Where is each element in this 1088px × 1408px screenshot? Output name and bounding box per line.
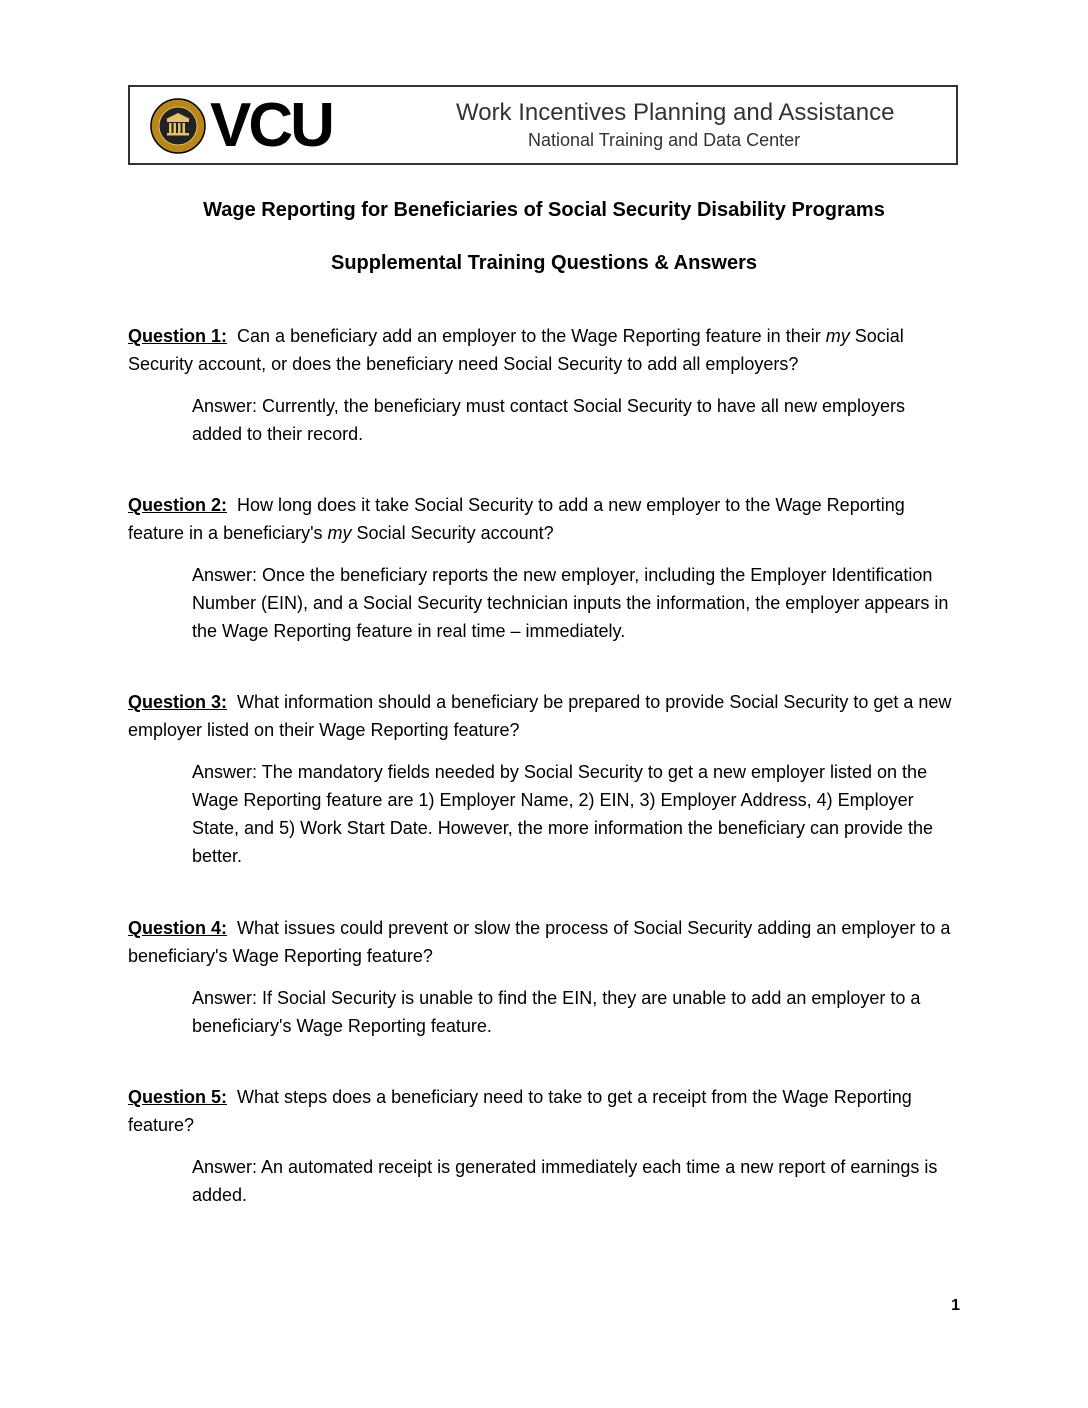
vcu-wordmark: VCU: [210, 91, 332, 160]
qa-item-2: [128, 491, 958, 645]
qa-item-3: [128, 688, 958, 870]
header-banner: [128, 85, 958, 165]
answer-1: Answer: Currently, the beneficiary must contact Social Security to have all new employers added to their record.: [192, 396, 905, 444]
question-label: Question 1:: [128, 326, 228, 346]
question-italic-text: my: [825, 326, 850, 346]
question-3: [128, 688, 958, 744]
answer-2: Answer: Once the beneficiary reports the new employer, including the Employer Identification Number (EIN), and a Social Security technician inputs the information, the employer appears in the Wage Reporting feature in real time – immediately.: [192, 565, 949, 641]
question-label: Question 2:: [128, 495, 228, 515]
question-label: Question 4:: [128, 918, 228, 938]
question-1: [128, 322, 958, 378]
qa-item-1: [128, 322, 958, 448]
question-4: [128, 914, 958, 970]
question-label: Question 5:: [128, 1087, 228, 1107]
header-title: Work Incentives Planning and Assistance: [456, 99, 895, 126]
document-subtitle: Supplemental Training Questions & Answers: [330, 252, 757, 274]
answer-3: Answer: The mandatory fields needed by Social Security to get a new employer listed on the Wage Reporting feature are 1) Employer Name, 2) EIN, 3) Employer Address, 4) Employer State, and 5) Work Start Date. However, the more information the beneficiary can provide the better.: [192, 762, 934, 866]
header-subtitle: National Training and Data Center: [528, 130, 801, 150]
question-text-end: Social Security account, or does the beneficiary need Social Security to add all employers?: [128, 326, 904, 374]
document-title: Wage Reporting for Beneficiaries of Social Security Disability Programs: [203, 199, 885, 221]
question-text-end: Social Security account?: [351, 523, 554, 543]
question-label: Question 3:: [128, 692, 228, 712]
question-text: How long does it take Social Security to add a new employer to the Wage Reporting feature in a beneficiary's: [128, 495, 905, 543]
answer-4: Answer: If Social Security is unable to find the EIN, they are unable to add an employer to a beneficiary's Wage Reporting feature.: [192, 988, 921, 1036]
question-text: What information should a beneficiary be prepared to provide Social Security to get a new employer listed on their Wage Reporting feature?: [128, 692, 952, 740]
qa-item-4: [128, 914, 958, 1040]
question-2: [128, 491, 958, 547]
qa-item-5: [128, 1083, 958, 1209]
question-italic-text: my: [327, 523, 352, 543]
question-5: [128, 1083, 958, 1139]
question-text: Can a beneficiary add an employer to the Wage Reporting feature in their: [237, 326, 826, 346]
page-number: 1: [951, 1297, 960, 1314]
university-seal-icon: [150, 98, 206, 154]
question-text: What issues could prevent or slow the process of Social Security adding an employer to a beneficiary's Wage Reporting feature?: [128, 918, 951, 966]
answer-5: Answer: An automated receipt is generated immediately each time a new report of earnings is added.: [192, 1157, 938, 1205]
question-text: What steps does a beneficiary need to take to get a receipt from the Wage Reporting feature?: [128, 1087, 912, 1135]
